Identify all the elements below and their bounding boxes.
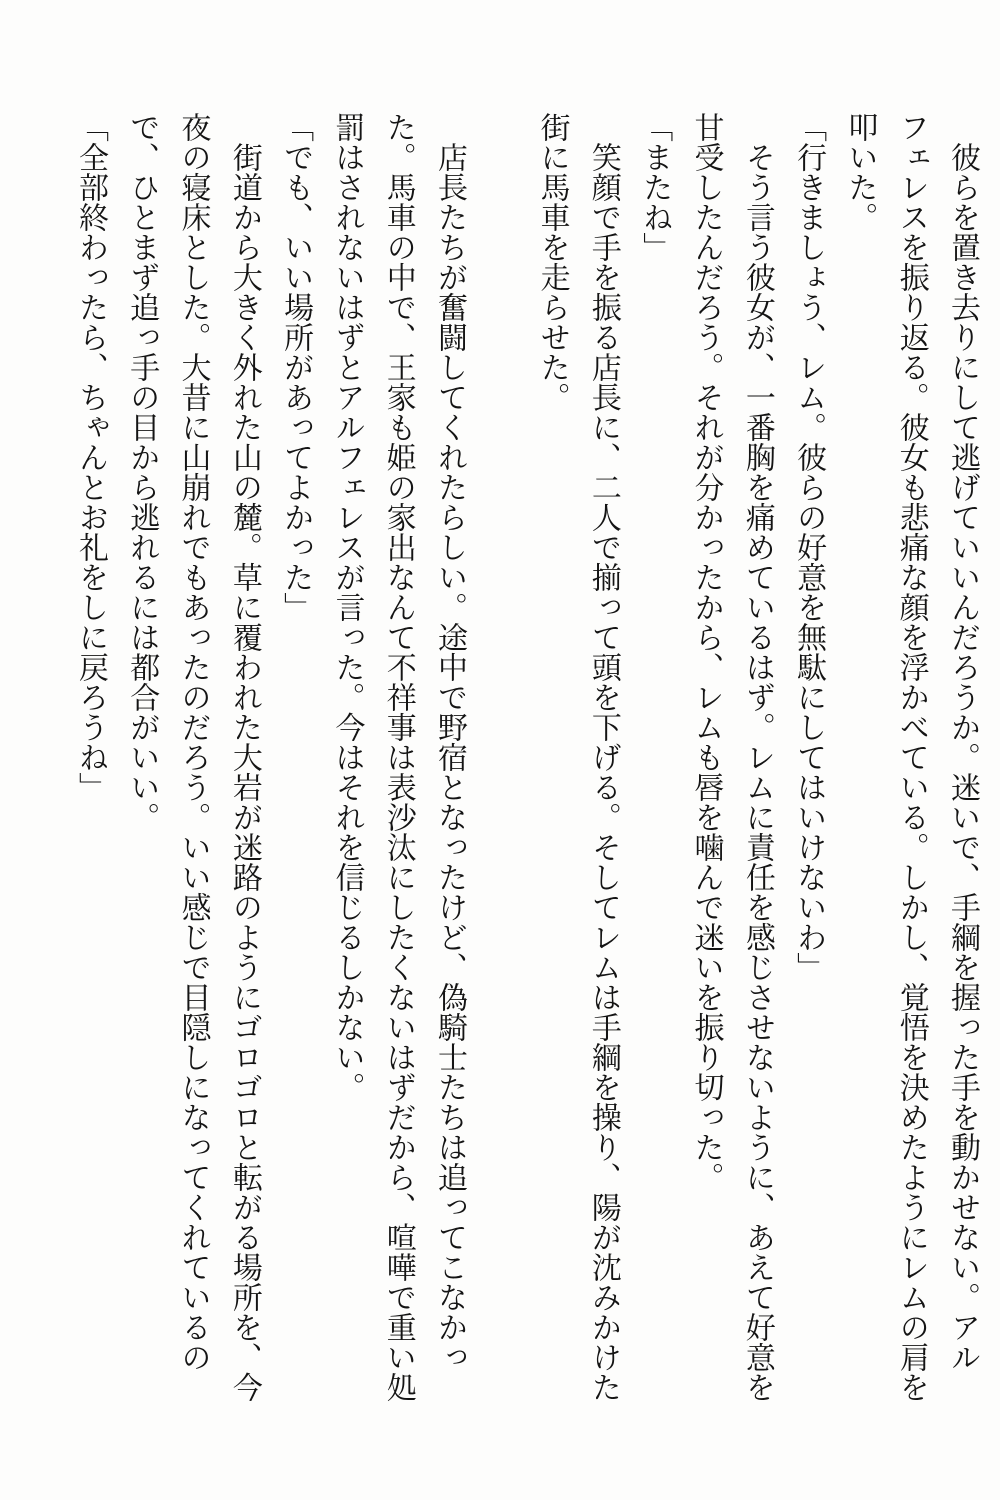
text-line-11-paragraph-start: 店長たちが奮闘してくれたらしい。途中で野宿となったけど、偽騎士たちは追ってこなかっ	[433, 112, 467, 1372]
text-line-15-paragraph-start: 街道から大きく外れた山の麓。草に覆われた大岩が迷路のようにゴロゴロと転がる場所を、今	[227, 112, 261, 1402]
text-line-14-dialogue: 「でも、いい場所があってよかった」	[279, 112, 313, 622]
text-line-12-continuation: た。馬車の中で、王家も姫の家出なんて不祥事は表沙汰にしたくないはずだから、喧嘩で重い処	[381, 112, 415, 1402]
text-line-5-paragraph-start: そう言う彼女が、一番胸を痛めているはず。レムに責任を感じさせないように、あえて好意を	[740, 112, 774, 1402]
text-line-2-continuation: フェレスを振り返る。彼女も悲痛な顔を浮かべている。しかし、覚悟を決めたようにレムの肩を	[894, 112, 928, 1402]
text-line-6-continuation: 甘受したんだろう。それが分かったから、レムも唇を噛んで迷いを振り切った。	[689, 112, 723, 1192]
text-line-7-dialogue: 「またね」	[638, 112, 672, 262]
text-line-17-continuation: で、ひとまず追っ手の目から逃れるには都合がいい。	[125, 112, 159, 832]
text-line-13-continuation: 罰はされないはずとアルフェレスが言った。今はそれを信じるしかない。	[330, 112, 364, 1102]
text-line-18-dialogue: 「全部終わったら、ちゃんとお礼をしに戻ろうね」	[73, 112, 107, 802]
vertical-text-block	[64, 112, 988, 1406]
text-line-9-continuation: 街に馬車を走らせた。	[535, 112, 569, 412]
text-line-1-paragraph-start: 彼らを置き去りにして逃げていいんだろうか。迷いで、手綱を握った手を動かせない。アル	[946, 112, 979, 1372]
text-line-4-dialogue: 「行きましょう、レム。彼らの好意を無駄にしてはいけないわ」	[792, 112, 826, 982]
text-line-8-paragraph-start: 笑顔で手を振る店長に、二人で揃って頭を下げる。そしてレムは手綱を操り、陽が沈みかけた	[586, 112, 620, 1402]
text-line-16-continuation: 夜の寝床とした。大昔に山崩れでもあったのだろう。いい感じで目隠しになってくれているの	[176, 112, 210, 1372]
text-line-3-continuation: 叩いた。	[843, 112, 877, 232]
text-line-10-blank	[475, 112, 526, 1406]
